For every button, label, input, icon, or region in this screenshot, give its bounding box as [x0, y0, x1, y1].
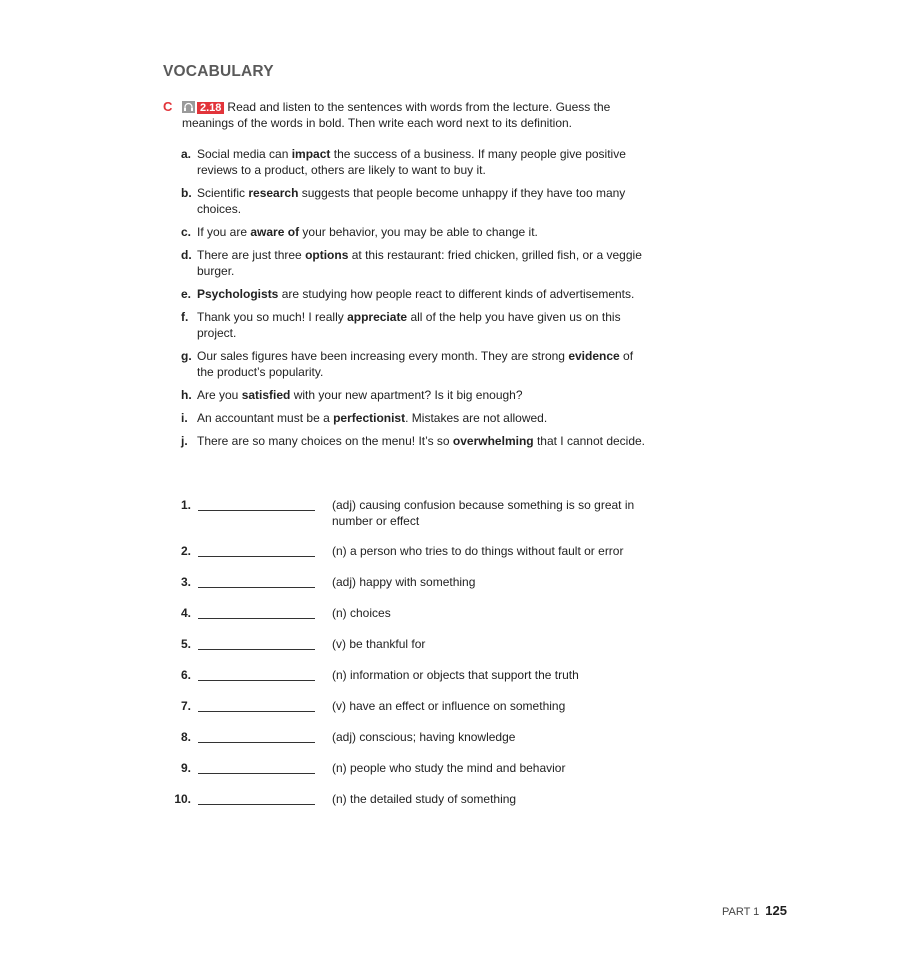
sentence-text: Are you	[197, 388, 242, 402]
headphones-icon[interactable]	[182, 101, 195, 113]
vocabulary-word: satisfied	[241, 388, 291, 402]
definition-number: 4.	[180, 606, 191, 620]
answer-blank[interactable]	[198, 649, 315, 650]
definition-row	[170, 698, 670, 729]
vocabulary-word: overwhelming	[452, 434, 534, 448]
vocabulary-word: options	[305, 248, 349, 262]
sentence-letter: d.	[181, 248, 192, 262]
sentence-item	[180, 387, 650, 403]
definition-text: (adj) conscious; having knowledge	[332, 730, 516, 744]
definition-number: 8.	[180, 730, 191, 744]
sentence-text: If you are	[197, 225, 251, 239]
definition-row	[170, 791, 670, 822]
answer-blank[interactable]	[198, 711, 315, 712]
vocabulary-word: research	[248, 186, 299, 200]
sentence-text: your behavior, you may be able to change it.	[299, 225, 538, 239]
definition-text: (n) a person who tries to do things without fault or error	[332, 544, 624, 558]
definition-row	[170, 497, 670, 543]
answer-blank[interactable]	[198, 618, 315, 619]
sentence-item	[180, 309, 650, 341]
definition-row	[170, 543, 670, 574]
definition-number: 3.	[180, 575, 191, 589]
sentence-text: An accountant must be a	[197, 411, 334, 425]
sentence-letter: i.	[181, 411, 188, 425]
sentence-text: There are so many choices on the menu! It’s so	[197, 434, 453, 448]
definition-row	[170, 667, 670, 698]
definition-row	[170, 636, 670, 667]
sentence-letter: a.	[181, 147, 192, 161]
definition-row	[170, 574, 670, 605]
definition-row	[170, 760, 670, 791]
sentence-text: There are just three	[197, 248, 306, 262]
sentence-text: Scientific	[197, 186, 249, 200]
page-number: 125	[765, 903, 787, 918]
sentence-item	[180, 146, 650, 178]
definition-row	[170, 605, 670, 636]
definition-text: (n) information or objects that support the truth	[332, 668, 579, 682]
definition-row	[170, 729, 670, 760]
page-footer	[722, 903, 787, 918]
definition-text: (n) people who study the mind and behavior	[332, 761, 566, 775]
sentence-letter: j.	[181, 434, 188, 448]
vocabulary-word: impact	[291, 147, 331, 161]
part-label: PART 1	[722, 906, 760, 918]
answer-blank[interactable]	[198, 587, 315, 588]
sentence-text: that I cannot decide.	[533, 434, 646, 448]
sentence-list	[180, 146, 650, 456]
exercise-c	[163, 99, 663, 131]
sentence-item	[180, 348, 650, 380]
sentence-item	[180, 286, 650, 302]
sentence-text: with your new apartment? Is it big enough?	[290, 388, 523, 402]
sentence-letter: g.	[181, 349, 192, 363]
sentence-letter: h.	[181, 388, 192, 402]
sentence-text: all of the help you have given us on this project.	[197, 310, 621, 340]
sentence-text: are studying how people react to different kinds of advertisements.	[278, 287, 635, 301]
sentence-letter: f.	[181, 310, 189, 324]
sentence-letter: b.	[181, 186, 192, 200]
definition-number: 6.	[180, 668, 191, 682]
definition-number: 2.	[180, 544, 191, 558]
vocabulary-word: perfectionist	[333, 411, 406, 425]
exercise-instructions	[182, 99, 663, 131]
track-badge[interactable]: 2.18	[197, 102, 224, 114]
definition-text: (n) the detailed study of something	[332, 792, 517, 806]
sentence-text: at this restaurant: fried chicken, grilled fish, or a veggie burger.	[197, 248, 642, 278]
sentence-text: the success of a business. If many people give positive reviews to a product, others are likely to want to buy it.	[197, 147, 626, 177]
definition-text: (v) have an effect or influence on something	[332, 699, 566, 713]
sentence-item	[180, 433, 650, 449]
sentence-item	[180, 247, 650, 279]
instructions-text: Read and listen to the sentences with words from the lecture. Guess the meanings of the words in bold. Then write each word next to its definition.	[182, 100, 611, 130]
sentence-item	[180, 410, 650, 426]
answer-blank[interactable]	[198, 510, 315, 511]
vocabulary-word: appreciate	[347, 310, 408, 324]
sentence-text: suggests that people become unhappy if they have too many choices.	[197, 186, 626, 216]
sentence-item	[180, 224, 650, 240]
definition-number: 9.	[180, 761, 191, 775]
definition-number: 1.	[180, 498, 191, 512]
definition-text: (v) be thankful for	[332, 637, 426, 651]
definition-number: 10.	[174, 792, 191, 806]
answer-blank[interactable]	[198, 804, 315, 805]
sentence-letter: e.	[181, 287, 192, 301]
sentence-text: of the product’s popularity.	[197, 349, 634, 379]
sentence-letter: c.	[181, 225, 192, 239]
section-title: VOCABULARY	[163, 63, 274, 80]
answer-blank[interactable]	[198, 556, 315, 557]
sentence-text: Thank you so much! I really	[197, 310, 348, 324]
answer-blank[interactable]	[198, 773, 315, 774]
vocabulary-word: Psychologists	[197, 287, 279, 301]
definition-text: (n) choices	[332, 606, 391, 620]
sentence-text: Social media can	[197, 147, 292, 161]
sentence-text: . Mistakes are not allowed.	[405, 411, 548, 425]
answer-blank[interactable]	[198, 742, 315, 743]
definition-list	[170, 497, 670, 822]
definition-text: (adj) happy with something	[332, 575, 476, 589]
vocabulary-word: aware of	[250, 225, 300, 239]
exercise-letter: C	[163, 99, 173, 114]
definition-text: (adj) causing confusion because something is so great in number or effect	[332, 498, 635, 528]
definition-number: 7.	[180, 699, 191, 713]
definition-number: 5.	[180, 637, 191, 651]
answer-blank[interactable]	[198, 680, 315, 681]
sentence-text: Our sales figures have been increasing every month. They are strong	[197, 349, 569, 363]
sentence-item	[180, 185, 650, 217]
vocabulary-word: evidence	[568, 349, 620, 363]
